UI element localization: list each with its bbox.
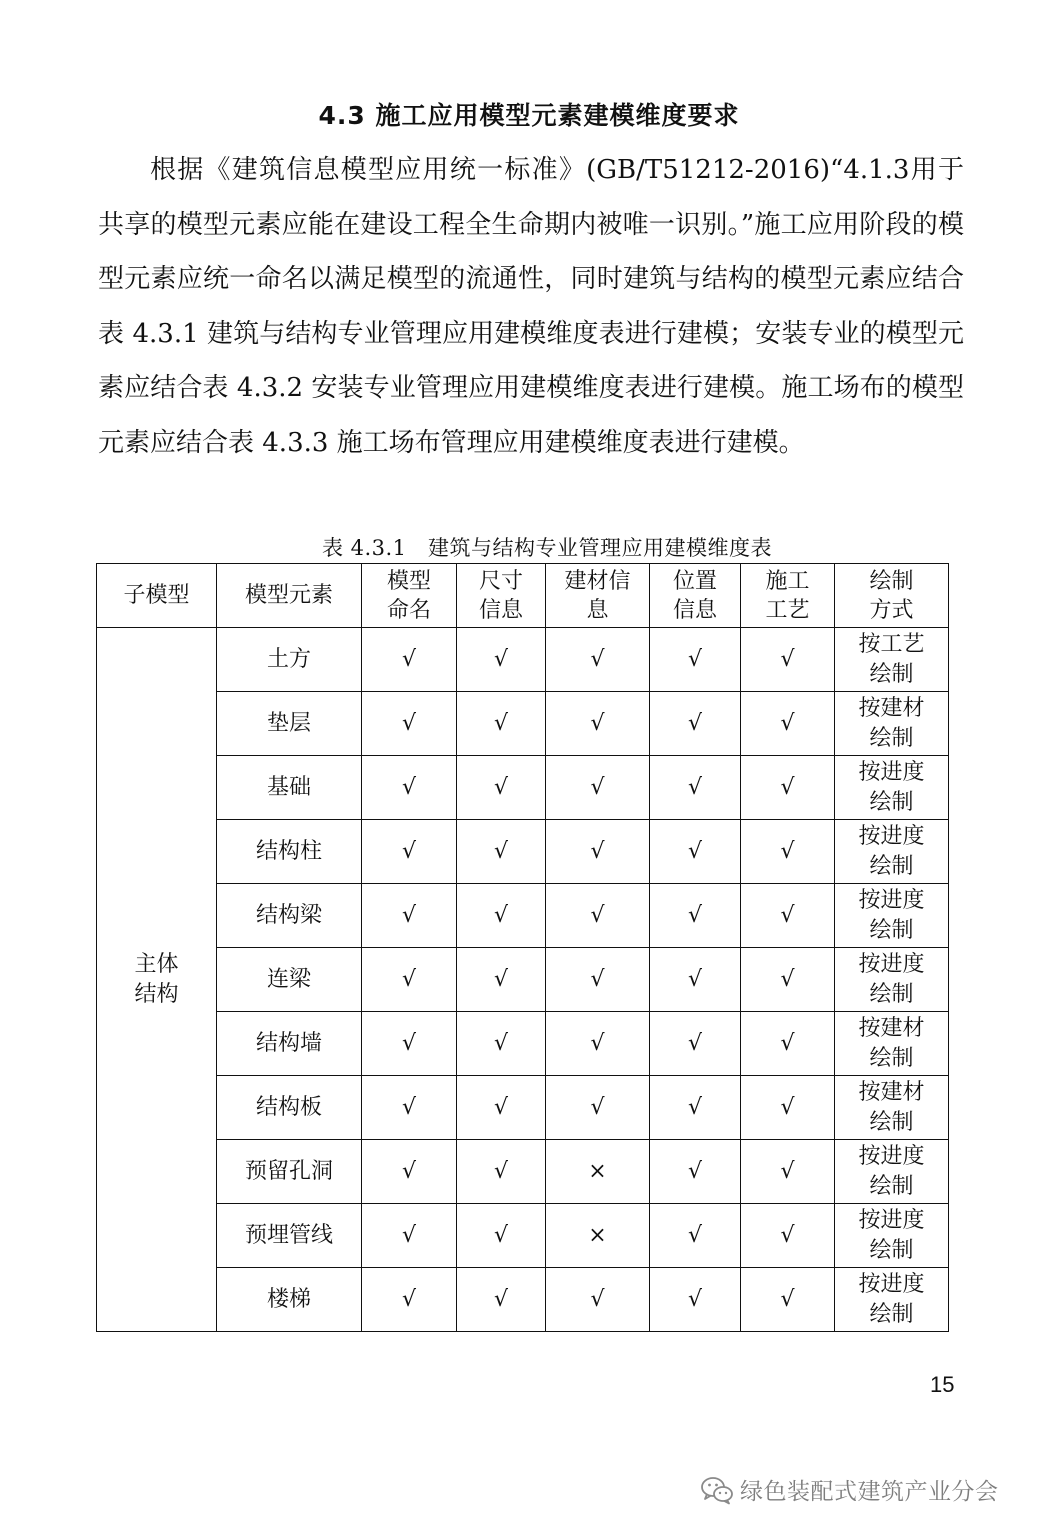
drawing-line: 绘制 — [869, 1045, 914, 1071]
table-row — [97, 1076, 949, 1140]
size-mark: √ — [457, 1204, 546, 1268]
drawing-line: 按进度 — [858, 759, 925, 785]
drawing-line: 按进度 — [858, 887, 925, 913]
drawing-line: 绘制 — [869, 789, 914, 815]
material-mark: √ — [546, 884, 650, 948]
material-mark: √ — [546, 628, 650, 692]
header-submodel: 子模型 — [97, 564, 217, 628]
table-row — [97, 884, 949, 948]
table-row — [97, 756, 949, 820]
element-cell: 土方 — [217, 628, 362, 692]
element-cell: 结构梁 — [217, 884, 362, 948]
drawing-cell — [835, 820, 949, 884]
material-mark: √ — [546, 1268, 650, 1332]
group-cell-main-structure — [97, 628, 217, 1332]
header-process — [741, 564, 835, 628]
size-mark: √ — [457, 628, 546, 692]
process-mark: √ — [741, 692, 835, 756]
position-mark: √ — [650, 1268, 741, 1332]
process-mark: √ — [741, 1268, 835, 1332]
material-mark: √ — [546, 1076, 650, 1140]
element-cell: 基础 — [217, 756, 362, 820]
drawing-cell — [835, 1012, 949, 1076]
size-mark: √ — [457, 756, 546, 820]
size-mark: √ — [457, 692, 546, 756]
drawing-cell — [835, 692, 949, 756]
naming-mark: √ — [362, 692, 457, 756]
position-mark: √ — [650, 756, 741, 820]
header-line: 位置 — [672, 568, 717, 594]
header-line: 信息 — [672, 597, 717, 623]
process-mark: √ — [741, 948, 835, 1012]
drawing-line: 绘制 — [869, 725, 914, 751]
table-row — [97, 628, 949, 692]
element-cell: 预埋管线 — [217, 1204, 362, 1268]
element-cell: 垫层 — [217, 692, 362, 756]
header-element: 模型元素 — [217, 564, 362, 628]
naming-mark: √ — [362, 628, 457, 692]
element-cell: 结构墙 — [217, 1012, 362, 1076]
watermark-text: 绿色装配式建筑产业分会 — [740, 1479, 999, 1505]
drawing-line: 绘制 — [869, 981, 914, 1007]
header-position — [650, 564, 741, 628]
drawing-line: 按进度 — [858, 1271, 925, 1297]
naming-mark: √ — [362, 1204, 457, 1268]
table-row — [97, 820, 949, 884]
table-row — [97, 1204, 949, 1268]
header-drawing — [835, 564, 949, 628]
material-mark: √ — [546, 756, 650, 820]
naming-mark: √ — [362, 1140, 457, 1204]
process-mark: √ — [741, 1076, 835, 1140]
element-cell: 结构柱 — [217, 820, 362, 884]
position-mark: √ — [650, 1076, 741, 1140]
element-cell: 结构板 — [217, 1076, 362, 1140]
drawing-cell — [835, 628, 949, 692]
naming-mark: √ — [362, 1012, 457, 1076]
position-mark: √ — [650, 820, 741, 884]
size-mark: √ — [457, 884, 546, 948]
position-mark: √ — [650, 1204, 741, 1268]
naming-mark: √ — [362, 1076, 457, 1140]
material-mark: √ — [546, 820, 650, 884]
size-mark: √ — [457, 948, 546, 1012]
table-row — [97, 1268, 949, 1332]
drawing-line: 按进度 — [858, 823, 925, 849]
process-mark: √ — [741, 1012, 835, 1076]
size-mark: √ — [457, 1140, 546, 1204]
table-row — [97, 948, 949, 1012]
material-mark: √ — [546, 1012, 650, 1076]
header-naming — [362, 564, 457, 628]
element-cell: 楼梯 — [217, 1268, 362, 1332]
process-mark: √ — [741, 756, 835, 820]
drawing-line: 按建材 — [858, 695, 925, 721]
drawing-line: 按进度 — [858, 1207, 925, 1233]
naming-mark: √ — [362, 884, 457, 948]
drawing-cell — [835, 1140, 949, 1204]
header-size — [457, 564, 546, 628]
element-cell: 连梁 — [217, 948, 362, 1012]
table-row — [97, 1140, 949, 1204]
modeling-dimension-table — [96, 563, 949, 1332]
drawing-cell — [835, 884, 949, 948]
process-mark: √ — [741, 820, 835, 884]
section-heading: 4.3 施工应用模型元素建模维度要求 — [318, 101, 740, 130]
body-paragraph: 根据《建筑信息模型应用统一标准》(GB/T51212-2016)“4.1.3用于共享的模型元素应能在建设工程全生命期内被唯一识别。”施工应用阶段的模型元素应统一命名以满足模型的流通性，同时建筑与结构的模型元素应结合表 4.3.1 建筑与结构专业管理应用建模维度表进行建模；安装专业的模型元素应结合表 4.3.2 安装专业管理应用建模维度表进行建模。施工场布的模型元素应结合表 4.3.3 施工场布管理应用建模维度表进行建模。 — [98, 155, 964, 458]
element-cell: 预留孔洞 — [217, 1140, 362, 1204]
naming-mark: √ — [362, 820, 457, 884]
drawing-line: 按工艺 — [858, 631, 925, 657]
watermark — [700, 1473, 999, 1506]
drawing-cell — [835, 756, 949, 820]
process-mark: √ — [741, 628, 835, 692]
size-mark: √ — [457, 820, 546, 884]
naming-mark: √ — [362, 948, 457, 1012]
group-line: 主体 — [134, 951, 179, 977]
header-line: 信息 — [478, 597, 523, 623]
drawing-cell — [835, 1204, 949, 1268]
table-caption: 表 4.3.1 建筑与结构专业管理应用建模维度表 — [321, 536, 773, 560]
header-line: 方式 — [869, 597, 914, 623]
size-mark: √ — [457, 1268, 546, 1332]
position-mark: √ — [650, 692, 741, 756]
position-mark: √ — [650, 884, 741, 948]
position-mark: √ — [650, 948, 741, 1012]
header-material — [546, 564, 650, 628]
drawing-line: 绘制 — [869, 1237, 914, 1263]
table-header-row — [97, 564, 949, 628]
material-mark: × — [546, 1140, 650, 1204]
wechat-icon — [700, 1475, 734, 1505]
group-line: 结构 — [134, 981, 179, 1007]
drawing-line: 绘制 — [869, 853, 914, 879]
drawing-cell — [835, 1076, 949, 1140]
position-mark: √ — [650, 1012, 741, 1076]
table-row — [97, 1012, 949, 1076]
process-mark: √ — [741, 884, 835, 948]
position-mark: √ — [650, 628, 741, 692]
header-line: 施工 — [765, 568, 810, 594]
drawing-line: 绘制 — [869, 917, 914, 943]
material-mark: √ — [546, 948, 650, 1012]
position-mark: √ — [650, 1140, 741, 1204]
drawing-line: 按建材 — [858, 1015, 925, 1041]
header-line: 工艺 — [765, 597, 810, 623]
naming-mark: √ — [362, 756, 457, 820]
header-line: 建材信 — [564, 568, 631, 594]
size-mark: √ — [457, 1076, 546, 1140]
header-line: 模型 — [386, 568, 431, 594]
drawing-line: 绘制 — [869, 1109, 914, 1135]
header-line: 息 — [586, 597, 609, 623]
process-mark: √ — [741, 1140, 835, 1204]
header-line: 命名 — [386, 597, 431, 623]
table-row — [97, 692, 949, 756]
drawing-line: 绘制 — [869, 1173, 914, 1199]
process-mark: √ — [741, 1204, 835, 1268]
drawing-cell — [835, 1268, 949, 1332]
drawing-line: 按进度 — [858, 1143, 925, 1169]
header-line: 尺寸 — [478, 568, 523, 594]
header-line: 绘制 — [869, 568, 914, 594]
drawing-line: 绘制 — [869, 1301, 914, 1327]
size-mark: √ — [457, 1012, 546, 1076]
material-mark: √ — [546, 692, 650, 756]
drawing-line: 按建材 — [858, 1079, 925, 1105]
drawing-cell — [835, 948, 949, 1012]
material-mark: × — [546, 1204, 650, 1268]
drawing-line: 绘制 — [869, 661, 914, 687]
naming-mark: √ — [362, 1268, 457, 1332]
drawing-line: 按进度 — [858, 951, 925, 977]
page-number: 15 — [930, 1372, 955, 1397]
